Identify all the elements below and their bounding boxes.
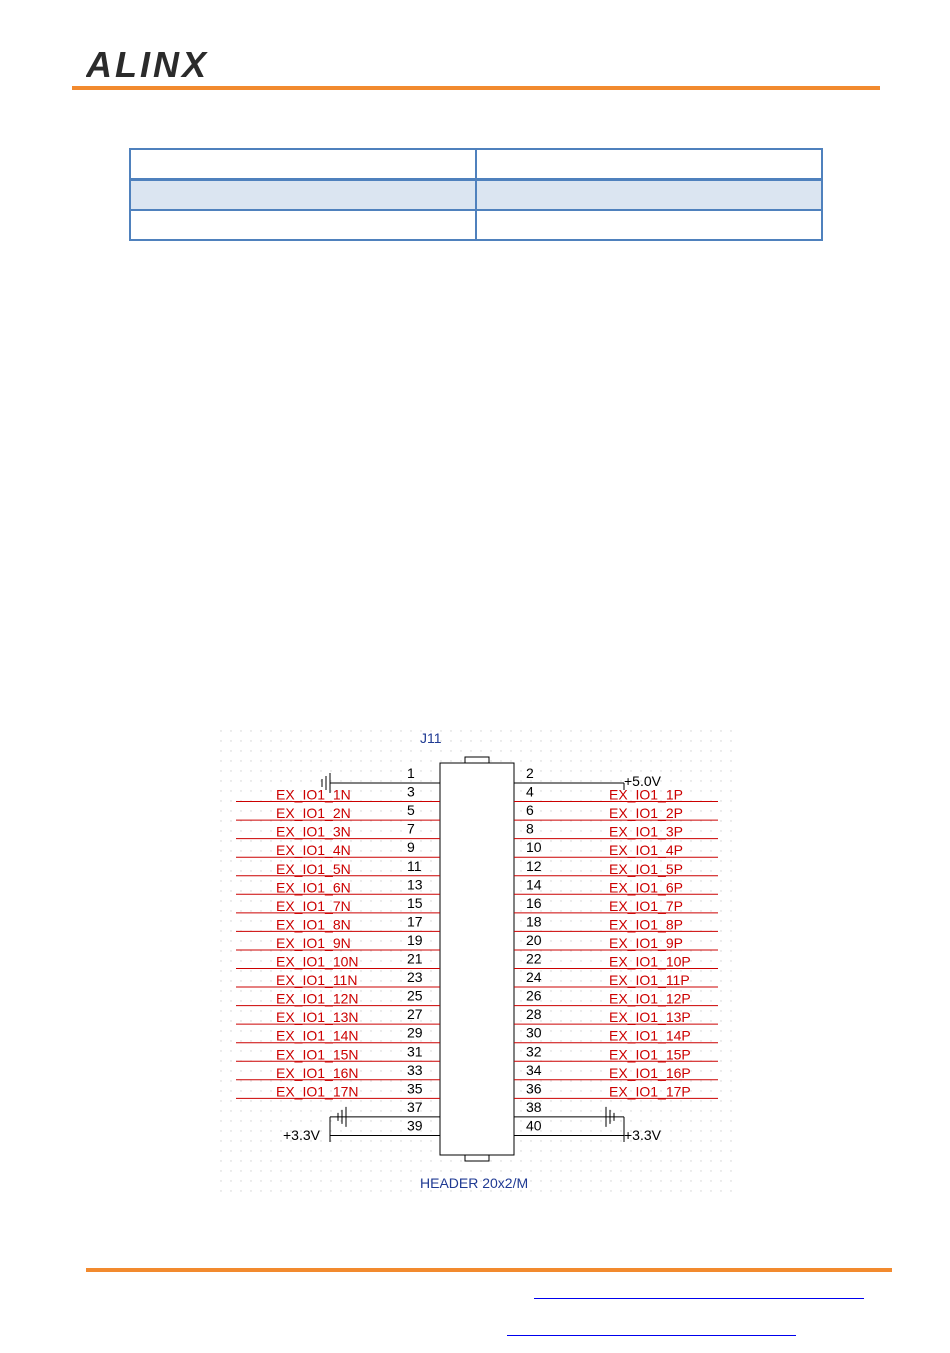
pin-number: 10 xyxy=(526,839,542,856)
pin-number: 30 xyxy=(526,1024,542,1041)
pin-number: 14 xyxy=(526,876,542,893)
pin-number: 26 xyxy=(526,987,542,1004)
pin-number: 12 xyxy=(526,857,542,874)
pin-number: 40 xyxy=(526,1117,542,1134)
net-label: EX_IO1_11P xyxy=(609,972,690,989)
net-label: EX_IO1_14P xyxy=(609,1027,691,1044)
net-label: EX_IO1_15N xyxy=(276,1046,359,1063)
pin-number: 7 xyxy=(407,820,415,837)
pin-number: 23 xyxy=(407,969,423,986)
net-label: EX_IO1_4P xyxy=(609,842,683,859)
net-label: EX_IO1_2P xyxy=(609,805,683,822)
net-label: EX_IO1_8N xyxy=(276,916,351,933)
pin-number: 25 xyxy=(407,987,423,1004)
pin-number: 5 xyxy=(407,802,415,819)
pin-number: 28 xyxy=(526,1006,542,1023)
net-label: EX_IO1_8P xyxy=(609,916,683,933)
net-label: EX_IO1_6P xyxy=(609,879,683,896)
net-label: EX_IO1_10P xyxy=(609,953,691,970)
footer-link-1[interactable] xyxy=(534,1298,864,1299)
pin-number: 37 xyxy=(407,1098,423,1115)
net-label: EX_IO1_13P xyxy=(609,1009,691,1026)
pin-number: 16 xyxy=(526,894,542,911)
pin-number: 9 xyxy=(407,839,415,856)
net-label: EX_IO1_15P xyxy=(609,1046,691,1063)
net-label: EX_IO1_16P xyxy=(609,1064,691,1081)
pin-number: 13 xyxy=(407,876,423,893)
pin-number: 11 xyxy=(407,857,422,874)
pin-number: 22 xyxy=(526,950,542,967)
pin-number: 8 xyxy=(526,820,534,837)
pin-number: 32 xyxy=(526,1043,542,1060)
pin-number: 2 xyxy=(526,765,534,781)
pin-number: 36 xyxy=(526,1080,542,1097)
power-3v3-left-label: +3.3V xyxy=(283,1127,320,1143)
net-label: EX_IO1_1N xyxy=(276,786,351,803)
header-key-bottom xyxy=(465,1155,489,1161)
pin-number: 1 xyxy=(407,765,415,781)
pin-number: 19 xyxy=(407,931,423,948)
pin-number: 33 xyxy=(407,1061,423,1078)
net-label: EX_IO1_2N xyxy=(276,805,351,822)
net-label: EX_IO1_17P xyxy=(609,1083,691,1100)
net-label: EX_IO1_17N xyxy=(276,1083,359,1100)
pin-number: 27 xyxy=(407,1006,423,1023)
net-label: EX_IO1_6N xyxy=(276,879,351,896)
pin-number: 31 xyxy=(407,1043,423,1060)
net-label: EX_IO1_3P xyxy=(609,823,683,840)
net-label: EX_IO1_16N xyxy=(276,1064,359,1081)
net-label: EX_IO1_12N xyxy=(276,990,359,1007)
pin-number: 39 xyxy=(407,1117,423,1134)
power-5v-label: +5.0V xyxy=(624,773,661,789)
header-key-top xyxy=(465,757,489,763)
pin-number: 18 xyxy=(526,913,542,930)
pin-number: 15 xyxy=(407,894,423,911)
net-label: EX_IO1_10N xyxy=(276,953,359,970)
pin-number: 17 xyxy=(407,913,423,930)
net-label: EX_IO1_3N xyxy=(276,823,351,840)
net-label: EX_IO1_5N xyxy=(276,860,351,877)
header-body xyxy=(440,763,514,1155)
net-label: EX_IO1_12P xyxy=(609,990,691,1007)
pin-number: 34 xyxy=(526,1061,542,1078)
pin-number: 6 xyxy=(526,802,534,819)
net-label: EX_IO1_9P xyxy=(609,934,683,951)
net-label: EX_IO1_4N xyxy=(276,842,351,859)
pin-number: 24 xyxy=(526,969,542,986)
net-label: EX_IO1_7N xyxy=(276,897,351,914)
pin-number: 3 xyxy=(407,783,415,800)
footer-link-2[interactable] xyxy=(507,1335,796,1336)
part-label: HEADER 20x2/M xyxy=(420,1175,529,1191)
net-label: EX_IO1_1P xyxy=(609,786,683,803)
pin-number: 20 xyxy=(526,931,542,948)
power-3v3-right-label: +3.3V xyxy=(624,1127,661,1143)
net-label: EX_IO1_9N xyxy=(276,934,351,951)
net-label: EX_IO1_5P xyxy=(609,860,683,877)
svg-text:ALINX: ALINX xyxy=(86,46,209,82)
pin-number: 38 xyxy=(526,1098,542,1115)
pin-number: 35 xyxy=(407,1080,423,1097)
footer-rule xyxy=(86,1268,892,1272)
net-label: EX_IO1_13N xyxy=(276,1009,359,1026)
pin-number: 29 xyxy=(407,1024,423,1041)
net-label: EX_IO1_14N xyxy=(276,1027,359,1044)
ref-designator: J11 xyxy=(420,730,442,746)
net-label: EX_IO1_7P xyxy=(609,897,683,914)
pin-number: 21 xyxy=(407,950,423,967)
net-label: EX_IO1_11N xyxy=(276,972,358,989)
pin-number: 4 xyxy=(526,783,534,800)
